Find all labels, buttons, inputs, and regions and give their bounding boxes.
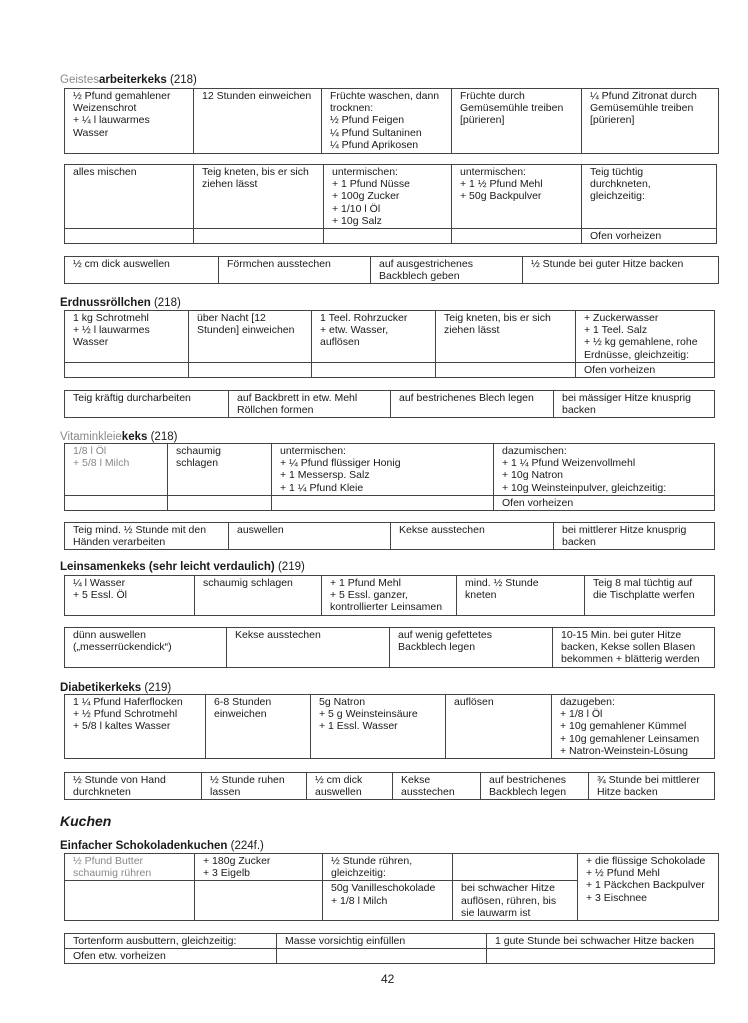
table-cell: Teig tüchtig durchkneten, gleichzeitig:	[582, 165, 717, 229]
table-row	[65, 257, 719, 284]
table-cell: 1 gute Stunde bei schwacher Hitze backen	[487, 934, 715, 949]
table-cell	[195, 881, 323, 921]
title-bold: keks	[121, 431, 148, 443]
table-cell	[487, 949, 715, 964]
table-cell: ½ cm dick auswellen	[65, 257, 219, 284]
title-bold: arbeiterkeks	[99, 74, 167, 86]
table-cell: auf ausgestrichenes Backblech geben	[371, 257, 523, 284]
table-row	[65, 165, 717, 229]
table-cell: Ofen vorheizen	[576, 363, 715, 378]
title-ref: (219)	[144, 682, 172, 694]
table-cell: Kekse ausstechen	[393, 773, 481, 800]
table-cell: Teig kneten, bis er sich ziehen lässt	[194, 165, 324, 229]
table-cell: 5g Natron + 5 g Weinsteinsäure + 1 Essl. Wasser	[311, 695, 446, 759]
table-row	[65, 934, 715, 949]
recipe-table	[64, 310, 715, 378]
title-prefix: Geistes	[60, 74, 99, 86]
section-heading: Kuchen	[60, 813, 112, 829]
table-row	[65, 496, 715, 511]
recipe-table	[64, 88, 719, 154]
table-cell: ¼ l Wasser + 5 Essl. Öl	[65, 576, 195, 616]
title-ref: (219)	[277, 561, 305, 573]
table-row	[65, 363, 715, 378]
title-ref: (218)	[169, 74, 197, 86]
table-cell: auf Backbrett in etw. Mehl Röllchen formen	[229, 391, 391, 418]
recipe-title-erdnussroellchen	[60, 297, 181, 309]
title-prefix: Vitaminkleie	[60, 431, 122, 443]
table-cell: Früchte waschen, dann trocknen: ½ Pfund Feigen ¼ Pfund Sultaninen ¼ Pfund Aprikosen	[322, 89, 452, 154]
table-cell: + 1 Pfund Mehl + 5 Essl. ganzer, kontrollierter Leinsamen	[322, 576, 457, 616]
table-cell: ½ Stunde bei guter Hitze backen	[523, 257, 719, 284]
recipe-table	[64, 164, 717, 244]
table-cell: mind. ½ Stunde kneten	[457, 576, 585, 616]
table-cell: Teig kräftig durcharbeiten	[65, 391, 229, 418]
table-cell: auswellen	[229, 523, 391, 550]
table-cell: 12 Stunden einweichen	[194, 89, 322, 154]
table-cell: auflösen	[446, 695, 552, 759]
table-cell: dazugeben: + 1/8 l Öl + 10g gemahlener Kümmel + 10g gemahlener Leinsamen + Natron-Weinstein-Lösung	[552, 695, 715, 759]
table-cell: untermischen: + 1 Pfund Nüsse + 100g Zucker + 1/10 l Öl + 10g Salz	[324, 165, 452, 229]
table-cell: Masse vorsichtig einfüllen	[277, 934, 487, 949]
table-cell: Tortenform ausbuttern, gleichzeitig:	[65, 934, 277, 949]
table-row	[65, 523, 715, 550]
table-cell: auf bestrichenes Backblech legen	[481, 773, 589, 800]
page-number: 42	[381, 972, 395, 986]
table-cell: auf wenig gefettetes Backblech legen	[390, 628, 553, 668]
recipe-table	[64, 627, 715, 668]
title-bold: Einfacher Schokoladenkuchen	[60, 840, 228, 852]
recipe-table	[64, 443, 715, 511]
table-cell: ½ Stunde ruhen lassen	[202, 773, 307, 800]
table-cell: dünn auswellen („messerrückendick“)	[65, 628, 227, 668]
table-cell: 50g Vanilleschokolade + 1/8 l Milch	[323, 881, 453, 921]
table-cell: Ofen vorheizen	[494, 496, 715, 511]
table-cell: Ofen etw. vorheizen	[65, 949, 277, 964]
table-cell: + 180g Zucker + 3 Eigelb	[195, 854, 323, 881]
recipe-table	[64, 772, 715, 800]
table-cell: ¼ Pfund Zitronat durch Gemüsemühle treiben [pürieren]	[582, 89, 719, 154]
table-cell: Teig mind. ½ Stunde mit den Händen verarbeiten	[65, 523, 229, 550]
title-bold: Erdnussröllchen	[60, 297, 151, 309]
table-cell: schaumig schlagen	[195, 576, 322, 616]
table-cell	[312, 363, 436, 378]
recipe-table	[64, 256, 719, 284]
table-cell: 1 ¼ Pfund Haferflocken + ½ Pfund Schrotmehl + 5/8 l kaltes Wasser	[65, 695, 206, 759]
table-cell: ½ Pfund gemahlener Weizenschrot + ¼ l lauwarmes Wasser	[65, 89, 194, 154]
title-ref: (218)	[150, 431, 178, 443]
table-row	[65, 695, 715, 759]
table-cell: untermischen: + 1 ½ Pfund Mehl + 50g Backpulver	[452, 165, 582, 229]
table-cell: Früchte durch Gemüsemühle treiben [pürieren]	[452, 89, 582, 154]
title-bold: Leinsamenkeks (sehr leicht verdaulich)	[60, 561, 275, 573]
table-cell: auf bestrichenes Blech legen	[391, 391, 554, 418]
table-row	[65, 773, 715, 800]
table-row	[65, 311, 715, 363]
table-row	[65, 949, 715, 964]
recipe-table	[64, 575, 715, 616]
table-cell: 10-15 Min. bei guter Hitze backen, Kekse sollen Blasen bekommen + blätterig werden	[553, 628, 715, 668]
recipe-table	[64, 390, 715, 418]
table-row	[65, 89, 719, 154]
table-cell: über Nacht [12 Stunden] einweichen	[189, 311, 312, 363]
table-cell	[65, 496, 168, 511]
table-row	[65, 229, 717, 244]
table-cell: + die flüssige Schokolade + ½ Pfund Mehl + 1 Päckchen Backpulver + 3 Eischnee	[578, 854, 719, 921]
table-cell: ½ cm dick auswellen	[307, 773, 393, 800]
table-cell: ½ Stunde von Hand durchkneten	[65, 773, 202, 800]
table-cell	[453, 854, 578, 881]
table-cell: Förmchen ausstechen	[219, 257, 371, 284]
table-cell	[436, 363, 576, 378]
table-cell: 1 kg Schrotmehl + ½ l lauwarmes Wasser	[65, 311, 189, 363]
recipe-title-leinsamenkeks	[60, 561, 305, 573]
recipe-table	[64, 853, 719, 921]
title-bold: Diabetikerkeks	[60, 682, 142, 694]
table-cell: ½ Pfund Butter schaumig rühren	[65, 854, 195, 881]
table-cell: 1/8 l Öl + 5/8 l Milch	[65, 444, 168, 496]
table-cell	[189, 363, 312, 378]
table-cell	[168, 496, 272, 511]
table-row	[65, 444, 715, 496]
table-cell	[194, 229, 324, 244]
table-cell: ½ Stunde rühren, gleichzeitig:	[323, 854, 453, 881]
table-cell: schaumig schlagen	[168, 444, 272, 496]
table-cell: dazumischen: + 1 ¼ Pfund Weizenvollmehl + 10g Natron + 10g Weinsteinpulver, gleichzeitig:	[494, 444, 715, 496]
table-cell	[452, 229, 582, 244]
recipe-title-geistesarbeiterkeks	[60, 74, 197, 86]
table-cell: 6-8 Stunden einweichen	[206, 695, 311, 759]
table-cell: ¾ Stunde bei mittlerer Hitze backen	[589, 773, 715, 800]
table-cell: bei mittlerer Hitze knusprig backen	[554, 523, 715, 550]
table-cell: 1 Teel. Rohrzucker + etw. Wasser, auflösen	[312, 311, 436, 363]
table-cell: Kekse ausstechen	[227, 628, 390, 668]
table-cell: Ofen vorheizen	[582, 229, 717, 244]
table-cell: untermischen: + ¼ Pfund flüssiger Honig + 1 Messersp. Salz + 1 ¼ Pfund Kleie	[272, 444, 494, 496]
title-ref: (224f.)	[230, 840, 264, 852]
recipe-title-schokoladenkuchen	[60, 840, 264, 852]
table-cell: + Zuckerwasser + 1 Teel. Salz + ½ kg gemahlene, rohe Erdnüsse, gleichzeitig:	[576, 311, 715, 363]
table-row	[65, 576, 715, 616]
table-cell	[65, 229, 194, 244]
table-cell: Teig 8 mal tüchtig auf die Tischplatte werfen	[585, 576, 715, 616]
table-cell: Teig kneten, bis er sich ziehen lässt	[436, 311, 576, 363]
table-row	[65, 854, 719, 881]
table-cell	[65, 881, 195, 921]
table-cell	[324, 229, 452, 244]
recipe-table	[64, 933, 715, 964]
table-row	[65, 391, 715, 418]
title-ref: (218)	[153, 297, 181, 309]
recipe-table	[64, 694, 715, 759]
table-cell	[277, 949, 487, 964]
table-cell	[272, 496, 494, 511]
table-row	[65, 628, 715, 668]
table-cell: bei schwacher Hitze auflösen, rühren, bis sie lauwarm ist	[453, 881, 578, 921]
recipe-title-diabetikerkeks	[60, 682, 171, 694]
recipe-table	[64, 522, 715, 550]
recipe-title-vitaminkleiekeks	[60, 431, 177, 443]
table-cell: Kekse ausstechen	[391, 523, 554, 550]
table-cell	[65, 363, 189, 378]
table-cell: bei mässiger Hitze knusprig backen	[554, 391, 715, 418]
table-cell: alles mischen	[65, 165, 194, 229]
